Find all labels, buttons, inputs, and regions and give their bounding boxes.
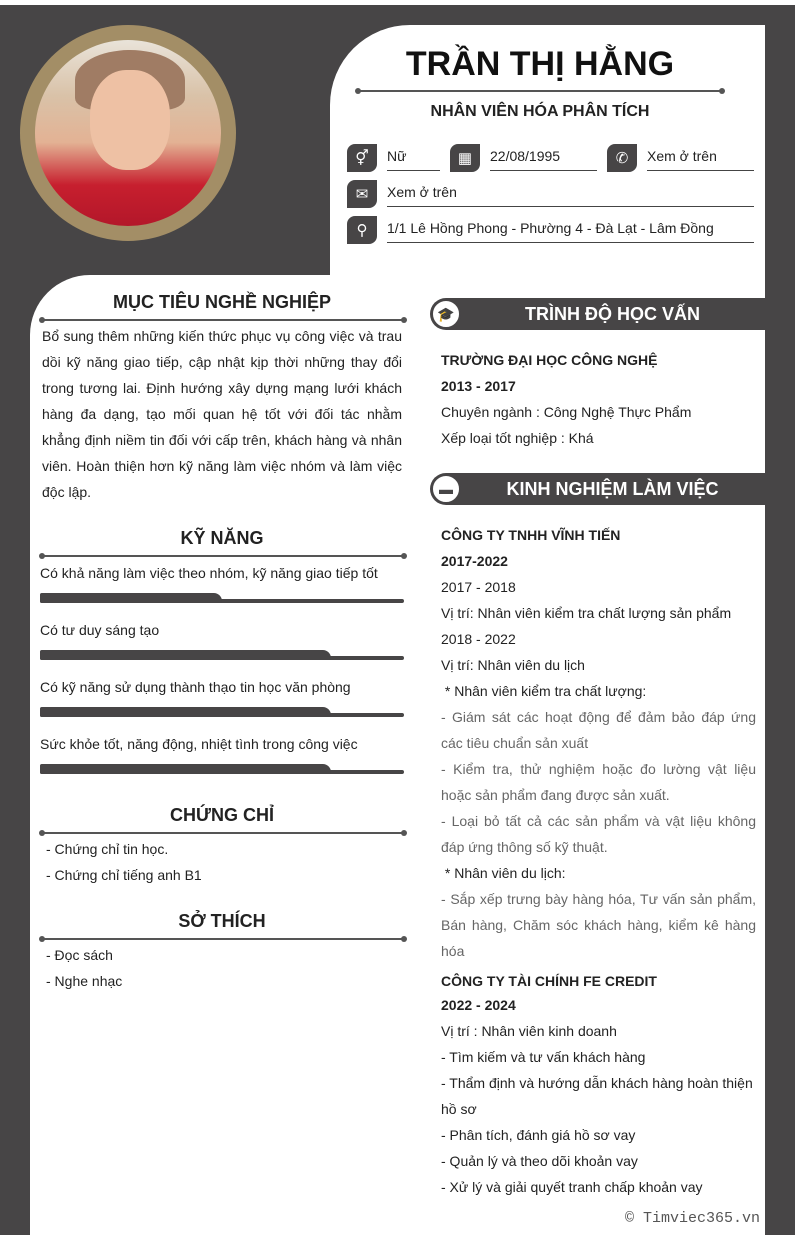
dob-field: 22/08/1995 — [490, 147, 597, 171]
skill-label: Có kỹ năng sử dụng thành thạo tin học văn phòng — [40, 679, 351, 695]
education-major: Chuyên ngành : Công Nghệ Thực Phẩm — [441, 404, 692, 420]
skills-heading: KỸ NĂNG — [180, 528, 264, 548]
skill-label: Có tư duy sáng tạo — [40, 622, 160, 638]
job-duty: - Kiểm tra, thử nghiệm hoặc đo lường vật liệu hoặc sản phẩm đang được sản xuất. — [441, 761, 756, 803]
skill-bar — [40, 650, 404, 660]
avatar — [20, 25, 236, 241]
certificates-heading: CHỨNG CHỈ — [170, 805, 274, 825]
job-line: - Thẩm định và hướng dẫn khách hàng hoàn thiện hồ sơ — [441, 1075, 753, 1117]
job-title: NHÂN VIÊN HÓA PHÂN TÍCH — [430, 103, 650, 120]
job-line: - Phân tích, đánh giá hồ sơ vay — [441, 1127, 636, 1143]
divider — [42, 555, 404, 557]
skill-bar — [40, 707, 404, 717]
job-duty: - Giám sát các hoạt động để đảm bảo đáp ứng các tiêu chuẩn sản xuất — [441, 709, 756, 751]
hobby-item: - Nghe nhạc — [46, 973, 123, 989]
job-line: * Nhân viên kiểm tra chất lượng: — [441, 683, 647, 699]
skill-bar — [40, 593, 404, 603]
job-line: 2017 - 2018 — [441, 579, 516, 595]
school-name: TRƯỜNG ĐẠI HỌC CÔNG NGHỆ — [441, 352, 658, 368]
email-field: Xem ở trên — [387, 183, 754, 207]
location-icon: ⚲ — [347, 216, 377, 244]
divider — [42, 938, 404, 940]
job-line: * Nhân viên du lịch: — [441, 865, 566, 881]
skill-label: Có khả năng làm việc theo nhóm, kỹ năng giao tiếp tốt — [40, 565, 378, 581]
hobby-item: - Đọc sách — [46, 947, 113, 963]
skill-bar-fill — [40, 707, 331, 717]
divider — [42, 832, 404, 834]
certificate-item: - Chứng chỉ tiếng anh B1 — [46, 867, 202, 883]
skill-label: Sức khỏe tốt, năng động, nhiệt tình trong công việc — [40, 736, 358, 752]
graduation-cap-icon: 🎓 — [431, 299, 461, 329]
company-name: CÔNG TY TÀI CHÍNH FE CREDIT — [441, 973, 657, 989]
job-line: Vị trí: Nhân viên kiểm tra chất lượng sản phẩm — [441, 605, 732, 621]
experience-header — [430, 473, 765, 505]
email-icon: ✉ — [347, 180, 377, 208]
divider — [42, 319, 404, 321]
hobbies-heading: SỞ THÍCH — [178, 911, 266, 931]
objective-heading: MỤC TIÊU NGHỀ NGHIỆP — [112, 292, 331, 312]
job-line: - Quản lý và theo dõi khoản vay — [441, 1153, 638, 1169]
education-grade: Xếp loại tốt nghiệp : Khá — [441, 430, 594, 446]
education-years: 2013 - 2017 — [441, 378, 516, 394]
divider — [358, 90, 722, 92]
education-heading: TRÌNH ĐỘ HỌC VẤN — [525, 304, 700, 324]
calendar-icon: ▦ — [450, 144, 480, 172]
phone-icon: ✆ — [607, 144, 637, 172]
job-duty: - Sắp xếp trưng bày hàng hóa, Tư vấn sản phẩm, Bán hàng, Chăm sóc khách hàng, kiểm kê hàng hóa — [441, 891, 756, 959]
skill-bar-fill — [40, 764, 331, 774]
watermark: © Timviec365.vn — [624, 1210, 760, 1227]
skill-bar-fill — [40, 593, 222, 603]
experience-heading: KINH NGHIỆM LÀM VIỆC — [506, 479, 719, 499]
gender-field: Nữ — [387, 147, 440, 171]
briefcase-icon: ▬ — [431, 474, 461, 504]
phone-field: Xem ở trên — [647, 147, 754, 171]
address-field: 1/1 Lê Hồng Phong - Phường 4 - Đà Lạt - Lâm Đồng — [387, 219, 754, 243]
job-duty: - Loại bỏ tất cả các sản phẩm và vật liệu không đáp ứng thông số kỹ thuật. — [441, 813, 756, 855]
job-line: - Xử lý và giải quyết tranh chấp khoản vay — [441, 1179, 703, 1195]
candidate-name: TRẦN THỊ HẰNG — [405, 45, 675, 83]
job-line: Vị trí: Nhân viên du lịch — [441, 657, 585, 673]
job-years: 2022 - 2024 — [441, 997, 516, 1013]
company-name: CÔNG TY TNHH VĨNH TIẾN — [441, 527, 621, 543]
job-line: 2018 - 2022 — [441, 631, 516, 647]
education-header — [430, 298, 765, 330]
skill-bar — [40, 764, 404, 774]
skill-bar-fill — [40, 650, 331, 660]
job-line: Vị trí : Nhân viên kinh doanh — [441, 1023, 617, 1039]
job-line: - Tìm kiếm và tư vấn khách hàng — [441, 1049, 646, 1065]
certificate-item: - Chứng chỉ tin học. — [46, 841, 169, 857]
objective-text: Bổ sung thêm những kiến thức phục vụ công việc và trau dồi kỹ năng giao tiếp, cập nhật kịp thời những thay đổi trong tương lai. Định hướng xây dựng mạng lưới khách hàng đa dạng, tạo mối quan hệ tốt với đối tác nhằm khẳng định niềm tin đối với cấp trên, khách hàng và nhân viên. Hoàn thiện hơn kỹ năng làm việc nhóm và làm việc độc lập. — [42, 328, 402, 500]
job-years: 2017-2022 — [441, 553, 508, 569]
gender-icon: ⚥ — [347, 144, 377, 172]
